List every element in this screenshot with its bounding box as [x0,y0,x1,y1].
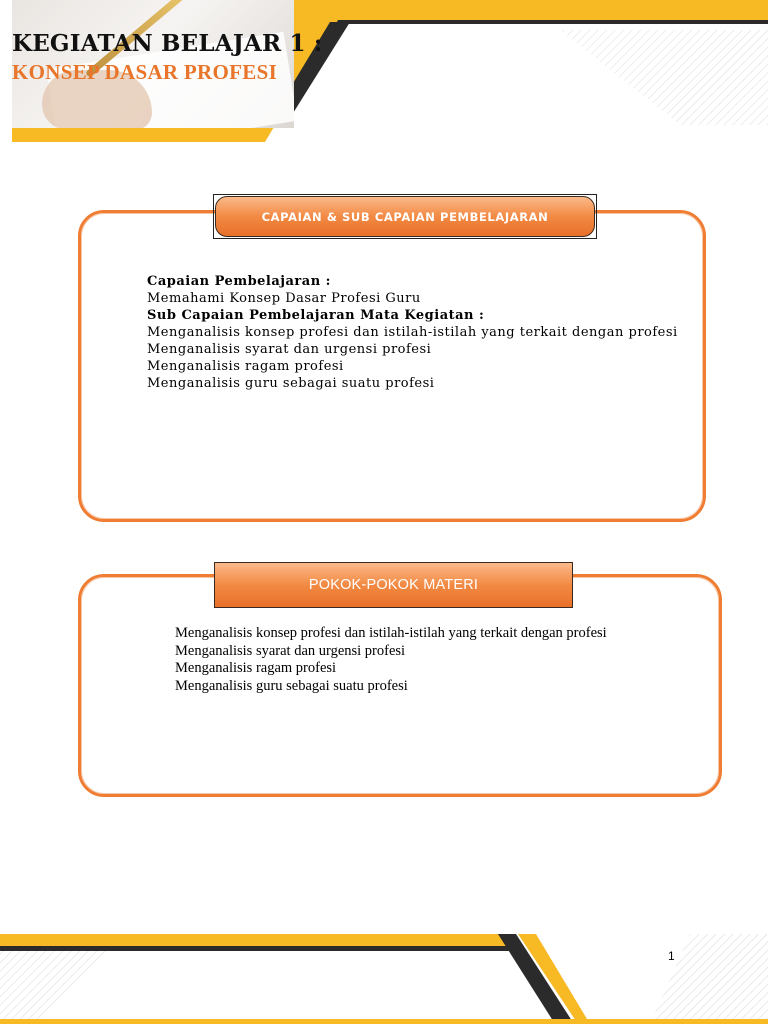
capaian-banner-label: CAPAIAN & SUB CAPAIAN PEMBELAJARAN [261,209,549,224]
materi-banner [214,562,573,608]
capaian-text: Memahami Konsep Dasar Profesi Guru [147,291,421,306]
materi-item: Menganalisis ragam profesi [175,660,337,676]
materi-content [175,625,607,695]
capaian-content [147,273,678,392]
capaian-heading: Capaian Pembelajaran : [147,274,331,289]
materi-item: Menganalisis syarat dan urgensi profesi [175,642,406,659]
sub-capaian-item: Menganalisis konsep profesi dan istilah-istilah yang terkait dengan profesi [147,325,678,340]
materi-banner-label: POKOK-POKOK MATERI [308,577,479,593]
sub-capaian-item: Menganalisis guru sebagai suatu profesi [147,376,435,391]
page-subtitle: KONSEP DASAR PROFESI [12,60,278,84]
page-number: 1 [668,949,675,963]
sub-capaian-heading: Sub Capaian Pembelajaran Mata Kegiatan : [147,308,485,323]
sub-capaian-item: Menganalisis syarat dan urgensi profesi [147,342,432,357]
page-title: KEGIATAN BELAJAR 1 : [12,30,323,57]
materi-item: Menganalisis guru sebagai suatu profesi [175,677,408,694]
footer-decoration [0,920,768,1024]
sub-capaian-item: Menganalisis ragam profesi [147,359,344,374]
materi-item: Menganalisis konsep profesi dan istilah-istilah yang terkait dengan profesi [175,625,607,641]
capaian-banner [215,196,595,237]
